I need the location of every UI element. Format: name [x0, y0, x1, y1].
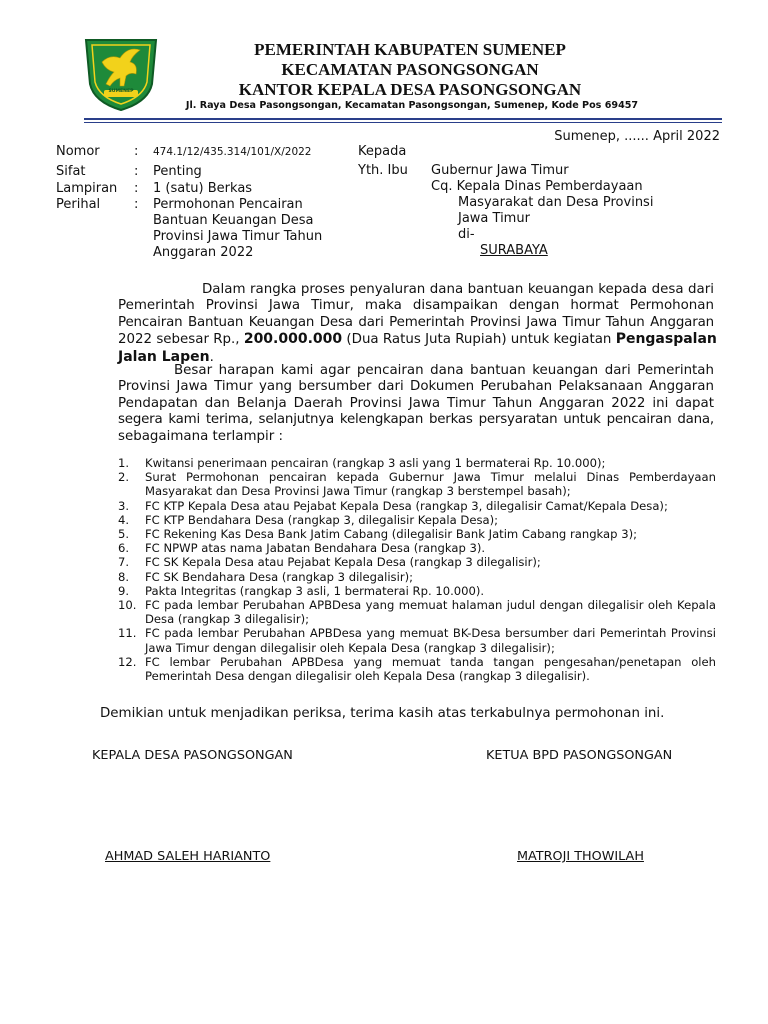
list-text: Kwitansi penerimaan pencairan (rangkap 3 asli yang 1 bermaterai Rp. 10.000); — [145, 456, 606, 470]
body-paragraph-1 — [118, 282, 717, 366]
list-number: 2. — [118, 470, 130, 485]
meta-colon: : — [134, 164, 139, 179]
paragraph-line: sebagaimana terlampir : — [118, 428, 284, 444]
letter-date: Sumenep, ...... April 2022 — [554, 129, 720, 144]
recipient-line: Jawa Timur — [458, 211, 530, 226]
header-district: KECAMATAN PASONGSONGAN — [281, 60, 539, 79]
list-number: 5. — [118, 527, 130, 542]
meta-value-sifat: Penting — [153, 164, 202, 179]
list-number: 11. — [118, 626, 137, 641]
list-text: FC KTP Kepala Desa atau Pejabat Kepala Desa (rangkap 3, dilegalisir Camat/Kepala Desa); — [145, 498, 668, 513]
recipient-line: Gubernur Jawa Timur — [431, 163, 569, 178]
list-text: FC Rekening Kas Desa Bank Jatim Cabang (dilegalisir Bank Jatim Cabang rangkap 3); — [145, 527, 638, 542]
list-item — [118, 584, 716, 598]
amount-value: 200.000.000 — [243, 331, 343, 348]
signature-title-village-head: KEPALA DESA PASONGSONGAN — [92, 748, 293, 763]
list-item — [118, 470, 716, 498]
paragraph-line-amount — [118, 331, 717, 348]
meta-value-lampiran: 1 (satu) Berkas — [153, 181, 253, 196]
list-number: 1. — [118, 456, 130, 470]
amount-prefix: 2022 sebesar Rp., — [118, 332, 240, 348]
meta-value-nomor: 474.1/12/435.314/101/X/2022 — [153, 146, 312, 158]
list-number: 6. — [118, 541, 130, 556]
list-item — [118, 570, 716, 584]
pegasus-emblem-icon — [80, 32, 162, 114]
recipient-yth: Yth. Ibu — [358, 163, 408, 178]
header-village-office: KANTOR KEPALA DESA PASONGSONGAN — [238, 80, 582, 99]
list-number: 3. — [118, 498, 130, 513]
list-text: Surat Permohonan pencairan kepada Gubernur Jawa Timur melalui Dinas Pemberdayaan Masyarakat dan Desa Provinsi Jawa Timur (rangkap 3 berstempel basah); — [145, 470, 716, 499]
meta-value-perihal-line: Permohonan Pencairan — [153, 197, 303, 212]
list-text: FC lembar Perubahan APBDesa yang memuat tanda tangan pengesahan/penetapan oleh Pemerintah Desa dengan dilegalisir oleh Kepala Desa (rangkap 3 dilegalisir). — [145, 654, 716, 684]
list-item — [118, 598, 716, 626]
signature-title-bpd-chair: KETUA BPD PASONGSONGAN — [486, 748, 673, 763]
list-item — [118, 541, 716, 555]
header-address: Jl. Raya Desa Pasongsongan, Kecamatan Pasongsongan, Sumenep, Kode Pos 69457 — [185, 100, 639, 111]
list-number: 8. — [118, 569, 130, 584]
list-item — [118, 499, 716, 513]
amount-words: (Dua Ratus Juta Rupiah) untuk kegiatan — [346, 332, 612, 348]
header-rule-thick — [84, 118, 722, 120]
activity-name-cont: Jalan Lapen — [118, 348, 210, 365]
list-number: 9. — [118, 583, 130, 598]
list-text: FC pada lembar Perubahan APBDesa yang memuat BK-Desa bersumber dari Pemerintah Provinsi Jawa Timur dengan dilegalisir oleh Kepala Desa (rangkap 3 dilegalisir); — [145, 626, 716, 655]
list-number: 12. — [118, 654, 137, 669]
meta-label-lampiran: Lampiran — [56, 181, 118, 196]
list-text: Pakta Integritas (rangkap 3 asli, 1 bermaterai Rp. 10.000). — [145, 583, 485, 598]
list-text: FC SK Bendahara Desa (rangkap 3 dilegalisir); — [145, 569, 414, 584]
requirements-list — [118, 456, 716, 683]
meta-colon: : — [134, 181, 139, 196]
list-number: 7. — [118, 555, 130, 570]
period: . — [209, 349, 214, 365]
signature-name-village-head: AHMAD SALEH HARIANTO — [105, 849, 271, 864]
meta-label-sifat: Sifat — [56, 164, 86, 179]
recipient-kepada: Kepada — [358, 144, 407, 159]
body-paragraph-2 — [118, 363, 714, 445]
list-number: 10. — [118, 598, 137, 613]
list-text: FC NPWP atas nama Jabatan Bendahara Desa (rangkap 3). — [145, 541, 486, 556]
meta-label-perihal: Perihal — [56, 197, 101, 212]
recipient-city: SURABAYA — [480, 243, 548, 258]
meta-colon: : — [134, 144, 139, 159]
meta-value-perihal-line: Provinsi Jawa Timur Tahun — [153, 229, 323, 244]
meta-colon: : — [134, 197, 139, 212]
meta-label-nomor: Nomor — [56, 144, 100, 159]
paragraph-line: Dalam rangka proses penyaluran dana bantuan keuangan kepada desa dari — [202, 282, 714, 297]
list-text: FC KTP Bendahara Desa (rangkap 3, dilegalisir Kepala Desa); — [145, 512, 499, 527]
paragraph-line: segera kami terima, selanjutnya kelengkapan berkas persyaratan untuk pencairan dana, — [118, 412, 714, 428]
list-text: FC pada lembar Perubahan APBDesa yang memuat halaman judul dengan dilegalisir oleh Kepala Desa (rangkap 3 dilegalisir); — [145, 598, 716, 627]
paragraph-line: Pemerintah Provinsi Jawa Timur, maka disampaikan dengan hormat Permohonan — [118, 298, 714, 314]
list-text: FC SK Kepala Desa atau Pejabat Kepala Desa (rangkap 3 dilegalisir); — [145, 555, 541, 570]
meta-value-perihal-line: Bantuan Keuangan Desa — [153, 213, 314, 228]
list-item — [118, 626, 716, 654]
recipient-line: Masyarakat dan Desa Provinsi — [458, 195, 654, 210]
list-item — [118, 513, 716, 527]
recipient-line: di- — [458, 227, 475, 242]
paragraph-line: Provinsi Jawa Timur yang bersumber dari Dokumen Perubahan Pelaksanaan Anggaran — [118, 379, 714, 395]
signature-name-bpd-chair: MATROJI THOWILAH — [517, 849, 644, 864]
paragraph-line: Pendapatan dan Belanja Daerah Provinsi Jawa Timur Tahun Anggaran 2022 ini dapat — [118, 395, 714, 411]
recipient-line: Cq. Kepala Dinas Pemberdayaan — [431, 179, 643, 194]
list-item — [118, 655, 716, 683]
activity-name: Pengaspalan — [615, 331, 717, 348]
paragraph-line: Pencairan Bantuan Keuangan Desa dari Pemerintah Provinsi Jawa Timur Tahun Anggaran — [118, 314, 714, 330]
logo-caption: SUMENEP — [108, 89, 134, 94]
paragraph-line: Besar harapan kami agar pencairan dana bantuan keuangan dari Pemerintah — [174, 363, 714, 378]
list-item — [118, 555, 716, 569]
village-emblem-logo — [80, 32, 162, 114]
list-number: 4. — [118, 512, 130, 527]
meta-value-perihal-line: Anggaran 2022 — [153, 245, 254, 260]
list-item — [118, 456, 716, 470]
list-item — [118, 527, 716, 541]
header-rule-thin — [84, 122, 722, 123]
closing-sentence: Demikian untuk menjadikan periksa, terima kasih atas terkabulnya permohonan ini. — [100, 706, 665, 721]
header-regency: PEMERINTAH KABUPATEN SUMENEP — [254, 40, 566, 59]
